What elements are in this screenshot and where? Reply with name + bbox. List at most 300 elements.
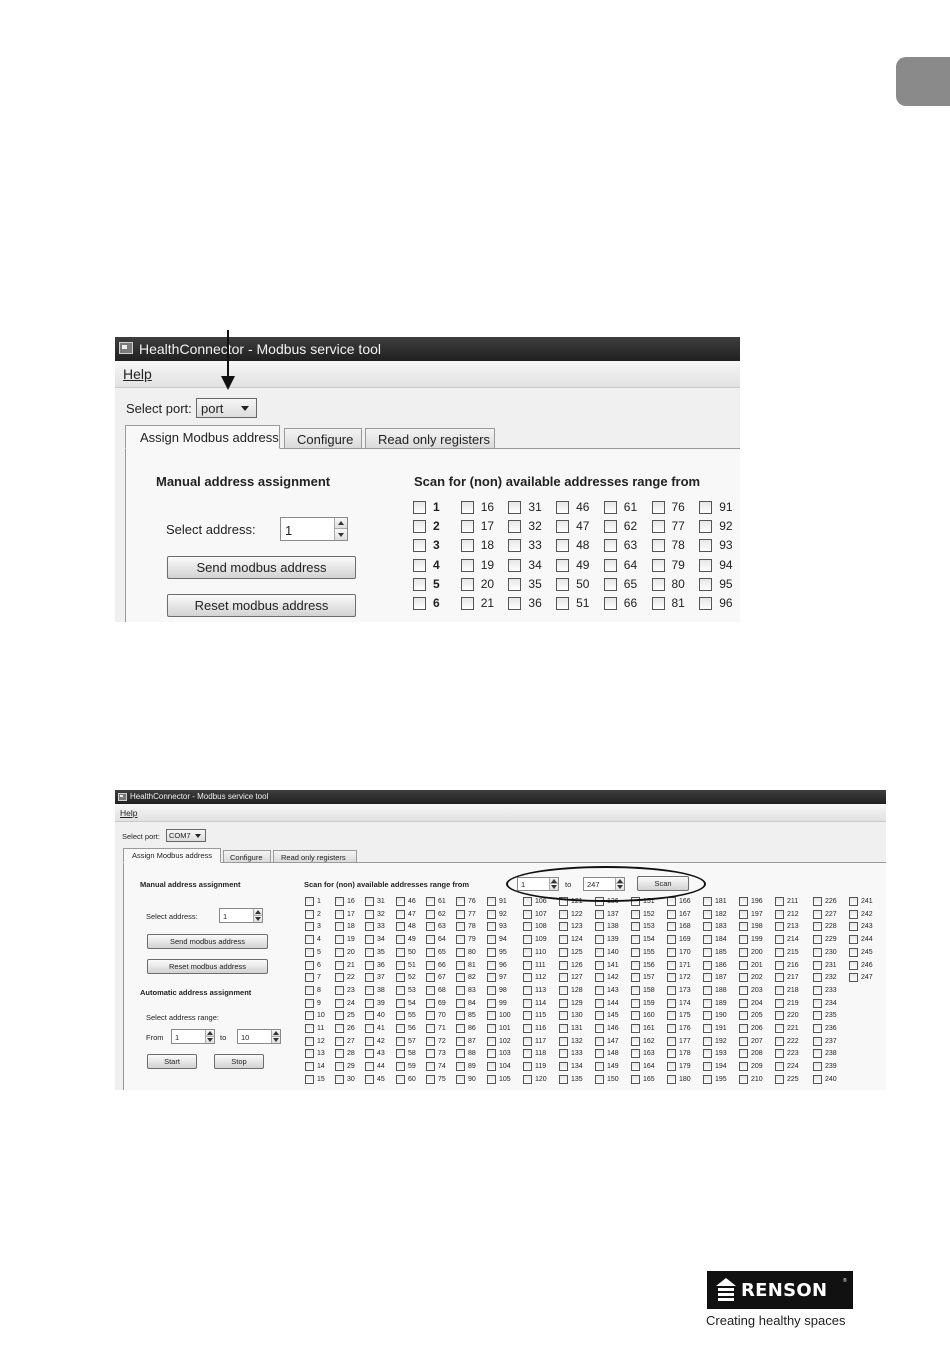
address-checkbox[interactable]	[305, 973, 314, 982]
address-checkbox[interactable]	[652, 539, 665, 552]
address-checkbox[interactable]	[559, 1011, 568, 1020]
address-checkbox[interactable]	[631, 1075, 640, 1084]
address-checkbox[interactable]	[667, 935, 676, 944]
address-checkbox[interactable]	[396, 973, 405, 982]
address-checkbox[interactable]	[813, 1024, 822, 1033]
send-modbus-address-button[interactable]: Send modbus address	[167, 556, 356, 579]
address-checkbox[interactable]	[456, 1024, 465, 1033]
address-checkbox[interactable]	[335, 1075, 344, 1084]
address-checkbox[interactable]	[305, 1037, 314, 1046]
address-checkbox[interactable]	[559, 1024, 568, 1033]
address-checkbox[interactable]	[699, 597, 712, 610]
address-checkbox[interactable]	[426, 986, 435, 995]
address-checkbox[interactable]	[775, 986, 784, 995]
address-checkbox[interactable]	[508, 501, 521, 514]
address-checkbox[interactable]	[523, 1075, 532, 1084]
address-checkbox[interactable]	[487, 1011, 496, 1020]
address-checkbox[interactable]	[396, 922, 405, 931]
address-checkbox[interactable]	[523, 897, 532, 906]
address-checkbox[interactable]	[456, 1011, 465, 1020]
address-checkbox[interactable]	[775, 1049, 784, 1058]
spin-down-icon[interactable]	[335, 529, 347, 540]
scan-button[interactable]: Scan	[637, 876, 689, 891]
address-checkbox[interactable]	[595, 1037, 604, 1046]
address-checkbox[interactable]	[849, 973, 858, 982]
range-to-stepper[interactable]	[237, 1029, 281, 1044]
address-checkbox[interactable]	[775, 897, 784, 906]
address-checkbox[interactable]	[775, 961, 784, 970]
address-checkbox[interactable]	[703, 1024, 712, 1033]
address-checkbox[interactable]	[739, 961, 748, 970]
address-checkbox[interactable]	[703, 897, 712, 906]
address-checkbox[interactable]	[305, 986, 314, 995]
address-checkbox[interactable]	[461, 501, 474, 514]
address-checkbox[interactable]	[667, 1062, 676, 1071]
spin-down-icon[interactable]	[254, 916, 262, 923]
address-checkbox[interactable]	[523, 1062, 532, 1071]
address-checkbox[interactable]	[703, 973, 712, 982]
address-checkbox[interactable]	[556, 578, 569, 591]
address-checkbox[interactable]	[396, 935, 405, 944]
address-checkbox[interactable]	[652, 578, 665, 591]
address-checkbox[interactable]	[652, 597, 665, 610]
address-checkbox[interactable]	[631, 922, 640, 931]
address-checkbox[interactable]	[487, 1062, 496, 1071]
address-checkbox[interactable]	[703, 1049, 712, 1058]
address-checkbox[interactable]	[703, 1011, 712, 1020]
address-checkbox[interactable]	[667, 1049, 676, 1058]
address-checkbox[interactable]	[365, 1062, 374, 1071]
port-select[interactable]	[166, 829, 206, 842]
address-checkbox[interactable]	[595, 935, 604, 944]
address-checkbox[interactable]	[305, 1075, 314, 1084]
address-checkbox[interactable]	[739, 1062, 748, 1071]
address-checkbox[interactable]	[703, 1062, 712, 1071]
tab-read-only-registers[interactable]	[365, 428, 495, 449]
address-checkbox[interactable]	[595, 1049, 604, 1058]
address-checkbox[interactable]	[365, 935, 374, 944]
address-checkbox[interactable]	[335, 1011, 344, 1020]
address-checkbox[interactable]	[305, 1024, 314, 1033]
address-checkbox[interactable]	[559, 1075, 568, 1084]
address-checkbox[interactable]	[523, 973, 532, 982]
address-checkbox[interactable]	[365, 1075, 374, 1084]
address-checkbox[interactable]	[703, 935, 712, 944]
address-checkbox[interactable]	[667, 1024, 676, 1033]
address-checkbox[interactable]	[559, 1037, 568, 1046]
address-checkbox[interactable]	[559, 999, 568, 1008]
address-checkbox[interactable]	[461, 559, 474, 572]
address-checkbox[interactable]	[559, 910, 568, 919]
address-checkbox[interactable]	[775, 999, 784, 1008]
address-checkbox[interactable]	[305, 1011, 314, 1020]
address-checkbox[interactable]	[703, 986, 712, 995]
address-checkbox[interactable]	[813, 922, 822, 931]
address-checkbox[interactable]	[556, 539, 569, 552]
address-checkbox[interactable]	[456, 897, 465, 906]
address-checkbox[interactable]	[556, 501, 569, 514]
address-checkbox[interactable]	[631, 999, 640, 1008]
address-checkbox[interactable]	[699, 539, 712, 552]
address-checkbox[interactable]	[487, 1075, 496, 1084]
address-checkbox[interactable]	[426, 1037, 435, 1046]
range-from-stepper[interactable]	[171, 1029, 215, 1044]
address-checkbox[interactable]	[631, 1037, 640, 1046]
address-checkbox[interactable]	[813, 948, 822, 957]
address-checkbox[interactable]	[426, 999, 435, 1008]
address-checkbox[interactable]	[699, 520, 712, 533]
address-checkbox[interactable]	[703, 922, 712, 931]
address-checkbox[interactable]	[631, 961, 640, 970]
address-checkbox[interactable]	[523, 986, 532, 995]
select-address-stepper[interactable]	[219, 908, 263, 923]
port-select[interactable]	[196, 398, 257, 418]
address-checkbox[interactable]	[461, 597, 474, 610]
spin-down-icon[interactable]	[272, 1037, 280, 1044]
address-checkbox[interactable]	[595, 961, 604, 970]
address-checkbox[interactable]	[595, 1024, 604, 1033]
address-checkbox[interactable]	[523, 922, 532, 931]
address-checkbox[interactable]	[667, 973, 676, 982]
address-checkbox[interactable]	[652, 501, 665, 514]
address-checkbox[interactable]	[487, 973, 496, 982]
address-checkbox[interactable]	[508, 539, 521, 552]
address-checkbox[interactable]	[426, 1075, 435, 1084]
address-checkbox[interactable]	[595, 1075, 604, 1084]
address-checkbox[interactable]	[849, 948, 858, 957]
address-checkbox[interactable]	[335, 922, 344, 931]
address-checkbox[interactable]	[426, 948, 435, 957]
address-checkbox[interactable]	[426, 910, 435, 919]
address-checkbox[interactable]	[595, 910, 604, 919]
address-checkbox[interactable]	[604, 597, 617, 610]
address-checkbox[interactable]	[604, 520, 617, 533]
address-checkbox[interactable]	[739, 897, 748, 906]
address-checkbox[interactable]	[396, 910, 405, 919]
address-checkbox[interactable]	[813, 897, 822, 906]
address-checkbox[interactable]	[396, 1075, 405, 1084]
address-checkbox[interactable]	[775, 1037, 784, 1046]
address-checkbox[interactable]	[396, 986, 405, 995]
tab-configure[interactable]	[284, 428, 362, 449]
address-checkbox[interactable]	[335, 910, 344, 919]
address-checkbox[interactable]	[813, 986, 822, 995]
address-checkbox[interactable]	[456, 910, 465, 919]
address-checkbox[interactable]	[456, 935, 465, 944]
address-checkbox[interactable]	[426, 897, 435, 906]
address-checkbox[interactable]	[775, 1024, 784, 1033]
address-checkbox[interactable]	[305, 897, 314, 906]
address-checkbox[interactable]	[335, 1049, 344, 1058]
address-checkbox[interactable]	[365, 922, 374, 931]
address-checkbox[interactable]	[456, 1037, 465, 1046]
address-checkbox[interactable]	[559, 1062, 568, 1071]
stop-button[interactable]: Stop	[214, 1054, 264, 1069]
address-checkbox[interactable]	[849, 897, 858, 906]
address-checkbox[interactable]	[604, 501, 617, 514]
address-checkbox[interactable]	[703, 1075, 712, 1084]
menu-help[interactable]: Help	[123, 366, 152, 382]
address-checkbox[interactable]	[456, 973, 465, 982]
address-checkbox[interactable]	[559, 961, 568, 970]
address-checkbox[interactable]	[305, 922, 314, 931]
address-checkbox[interactable]	[813, 961, 822, 970]
address-checkbox[interactable]	[305, 935, 314, 944]
address-checkbox[interactable]	[813, 910, 822, 919]
address-checkbox[interactable]	[487, 935, 496, 944]
reset-modbus-address-button[interactable]: Reset modbus address	[147, 959, 268, 974]
address-checkbox[interactable]	[523, 1037, 532, 1046]
address-checkbox[interactable]	[335, 897, 344, 906]
address-checkbox[interactable]	[739, 1024, 748, 1033]
address-checkbox[interactable]	[739, 973, 748, 982]
address-checkbox[interactable]	[523, 935, 532, 944]
address-checkbox[interactable]	[739, 935, 748, 944]
address-checkbox[interactable]	[559, 948, 568, 957]
address-checkbox[interactable]	[631, 948, 640, 957]
address-checkbox[interactable]	[508, 559, 521, 572]
address-checkbox[interactable]	[813, 1049, 822, 1058]
address-checkbox[interactable]	[456, 986, 465, 995]
select-address-stepper[interactable]	[280, 517, 348, 541]
address-checkbox[interactable]	[523, 910, 532, 919]
address-checkbox[interactable]	[703, 910, 712, 919]
address-checkbox[interactable]	[461, 539, 474, 552]
address-checkbox[interactable]	[487, 910, 496, 919]
address-checkbox[interactable]	[775, 1011, 784, 1020]
address-checkbox[interactable]	[487, 922, 496, 931]
address-checkbox[interactable]	[335, 948, 344, 957]
address-checkbox[interactable]	[667, 1075, 676, 1084]
address-checkbox[interactable]	[699, 559, 712, 572]
address-checkbox[interactable]	[305, 961, 314, 970]
address-checkbox[interactable]	[426, 1011, 435, 1020]
address-checkbox[interactable]	[556, 597, 569, 610]
address-checkbox[interactable]	[703, 1037, 712, 1046]
address-checkbox[interactable]	[335, 935, 344, 944]
address-checkbox[interactable]	[508, 520, 521, 533]
address-checkbox[interactable]	[667, 986, 676, 995]
address-checkbox[interactable]	[667, 999, 676, 1008]
address-checkbox[interactable]	[335, 999, 344, 1008]
address-checkbox[interactable]	[396, 1011, 405, 1020]
address-checkbox[interactable]	[652, 520, 665, 533]
address-checkbox[interactable]	[703, 961, 712, 970]
send-modbus-address-button[interactable]: Send modbus address	[147, 934, 268, 949]
address-checkbox[interactable]	[456, 1062, 465, 1071]
address-checkbox[interactable]	[487, 1049, 496, 1058]
address-checkbox[interactable]	[775, 922, 784, 931]
address-checkbox[interactable]	[426, 922, 435, 931]
address-checkbox[interactable]	[396, 1062, 405, 1071]
address-checkbox[interactable]	[487, 897, 496, 906]
address-checkbox[interactable]	[559, 935, 568, 944]
address-checkbox[interactable]	[461, 520, 474, 533]
address-checkbox[interactable]	[523, 948, 532, 957]
address-checkbox[interactable]	[775, 948, 784, 957]
address-checkbox[interactable]	[667, 1037, 676, 1046]
address-checkbox[interactable]	[775, 1062, 784, 1071]
spin-up-icon[interactable]	[335, 518, 347, 529]
tab-assign-modbus-address[interactable]	[125, 425, 280, 449]
address-checkbox[interactable]	[595, 1062, 604, 1071]
address-checkbox[interactable]	[813, 1075, 822, 1084]
address-checkbox[interactable]	[426, 973, 435, 982]
address-checkbox[interactable]	[595, 973, 604, 982]
address-checkbox[interactable]	[456, 1075, 465, 1084]
address-checkbox[interactable]	[775, 935, 784, 944]
address-checkbox[interactable]	[739, 948, 748, 957]
address-checkbox[interactable]	[335, 1024, 344, 1033]
address-checkbox[interactable]	[413, 578, 426, 591]
address-checkbox[interactable]	[365, 1024, 374, 1033]
address-checkbox[interactable]	[667, 948, 676, 957]
address-checkbox[interactable]	[456, 999, 465, 1008]
address-checkbox[interactable]	[456, 922, 465, 931]
address-checkbox[interactable]	[456, 1049, 465, 1058]
address-checkbox[interactable]	[365, 1049, 374, 1058]
address-checkbox[interactable]	[699, 501, 712, 514]
address-checkbox[interactable]	[487, 961, 496, 970]
reset-modbus-address-button[interactable]: Reset modbus address	[167, 594, 356, 617]
address-checkbox[interactable]	[426, 1049, 435, 1058]
address-checkbox[interactable]	[739, 910, 748, 919]
address-checkbox[interactable]	[396, 999, 405, 1008]
menu-help[interactable]: Help	[120, 808, 138, 818]
address-checkbox[interactable]	[461, 578, 474, 591]
address-checkbox[interactable]	[365, 948, 374, 957]
address-checkbox[interactable]	[396, 948, 405, 957]
address-checkbox[interactable]	[595, 922, 604, 931]
start-button[interactable]: Start	[147, 1054, 197, 1069]
address-checkbox[interactable]	[413, 520, 426, 533]
address-checkbox[interactable]	[595, 999, 604, 1008]
address-checkbox[interactable]	[508, 578, 521, 591]
address-checkbox[interactable]	[703, 999, 712, 1008]
address-checkbox[interactable]	[849, 961, 858, 970]
address-checkbox[interactable]	[739, 922, 748, 931]
address-checkbox[interactable]	[365, 986, 374, 995]
address-checkbox[interactable]	[631, 1062, 640, 1071]
address-checkbox[interactable]	[667, 897, 676, 906]
address-checkbox[interactable]	[523, 961, 532, 970]
address-checkbox[interactable]	[487, 986, 496, 995]
address-checkbox[interactable]	[739, 1075, 748, 1084]
address-checkbox[interactable]	[604, 559, 617, 572]
address-checkbox[interactable]	[595, 1011, 604, 1020]
address-checkbox[interactable]	[523, 1049, 532, 1058]
address-checkbox[interactable]	[559, 1049, 568, 1058]
address-checkbox[interactable]	[396, 1024, 405, 1033]
address-checkbox[interactable]	[667, 922, 676, 931]
address-checkbox[interactable]	[305, 1049, 314, 1058]
address-checkbox[interactable]	[631, 986, 640, 995]
address-checkbox[interactable]	[413, 597, 426, 610]
address-checkbox[interactable]	[335, 973, 344, 982]
address-checkbox[interactable]	[739, 1049, 748, 1058]
address-checkbox[interactable]	[523, 1011, 532, 1020]
address-checkbox[interactable]	[396, 1037, 405, 1046]
address-checkbox[interactable]	[396, 961, 405, 970]
address-checkbox[interactable]	[703, 948, 712, 957]
address-checkbox[interactable]	[699, 578, 712, 591]
address-checkbox[interactable]	[426, 1024, 435, 1033]
address-checkbox[interactable]	[305, 1062, 314, 1071]
address-checkbox[interactable]	[849, 935, 858, 944]
address-checkbox[interactable]	[559, 922, 568, 931]
address-checkbox[interactable]	[631, 910, 640, 919]
address-checkbox[interactable]	[487, 999, 496, 1008]
address-checkbox[interactable]	[739, 986, 748, 995]
address-checkbox[interactable]	[556, 559, 569, 572]
address-checkbox[interactable]	[413, 539, 426, 552]
address-checkbox[interactable]	[813, 1062, 822, 1071]
address-checkbox[interactable]	[667, 910, 676, 919]
address-checkbox[interactable]	[523, 999, 532, 1008]
address-checkbox[interactable]	[849, 910, 858, 919]
address-checkbox[interactable]	[426, 961, 435, 970]
address-checkbox[interactable]	[849, 922, 858, 931]
address-checkbox[interactable]	[667, 1011, 676, 1020]
address-checkbox[interactable]	[365, 897, 374, 906]
address-checkbox[interactable]	[604, 578, 617, 591]
address-checkbox[interactable]	[426, 935, 435, 944]
address-checkbox[interactable]	[604, 539, 617, 552]
address-checkbox[interactable]	[335, 961, 344, 970]
address-checkbox[interactable]	[739, 999, 748, 1008]
address-checkbox[interactable]	[813, 1037, 822, 1046]
address-checkbox[interactable]	[813, 973, 822, 982]
address-checkbox[interactable]	[775, 910, 784, 919]
address-checkbox[interactable]	[631, 973, 640, 982]
address-checkbox[interactable]	[396, 1049, 405, 1058]
address-checkbox[interactable]	[413, 501, 426, 514]
tab-assign-modbus-address[interactable]	[123, 848, 221, 863]
address-checkbox[interactable]	[365, 1037, 374, 1046]
address-checkbox[interactable]	[365, 1011, 374, 1020]
address-checkbox[interactable]	[396, 897, 405, 906]
address-checkbox[interactable]	[556, 520, 569, 533]
address-checkbox[interactable]	[652, 559, 665, 572]
address-checkbox[interactable]	[631, 935, 640, 944]
address-checkbox[interactable]	[487, 948, 496, 957]
address-checkbox[interactable]	[305, 910, 314, 919]
address-checkbox[interactable]	[739, 1037, 748, 1046]
address-checkbox[interactable]	[426, 1062, 435, 1071]
address-checkbox[interactable]	[631, 1011, 640, 1020]
address-checkbox[interactable]	[487, 1037, 496, 1046]
address-checkbox[interactable]	[487, 1024, 496, 1033]
address-checkbox[interactable]	[775, 1075, 784, 1084]
address-checkbox[interactable]	[305, 999, 314, 1008]
address-checkbox[interactable]	[667, 961, 676, 970]
address-checkbox[interactable]	[365, 961, 374, 970]
address-checkbox[interactable]	[456, 948, 465, 957]
address-checkbox[interactable]	[305, 948, 314, 957]
address-checkbox[interactable]	[631, 1049, 640, 1058]
address-checkbox[interactable]	[365, 999, 374, 1008]
address-checkbox[interactable]	[335, 986, 344, 995]
address-checkbox[interactable]	[631, 1024, 640, 1033]
address-checkbox[interactable]	[365, 973, 374, 982]
address-checkbox[interactable]	[739, 1011, 748, 1020]
address-checkbox[interactable]	[335, 1062, 344, 1071]
address-checkbox[interactable]	[595, 986, 604, 995]
address-checkbox[interactable]	[813, 999, 822, 1008]
address-checkbox[interactable]	[813, 935, 822, 944]
spin-down-icon[interactable]	[206, 1037, 214, 1044]
address-checkbox[interactable]	[559, 986, 568, 995]
